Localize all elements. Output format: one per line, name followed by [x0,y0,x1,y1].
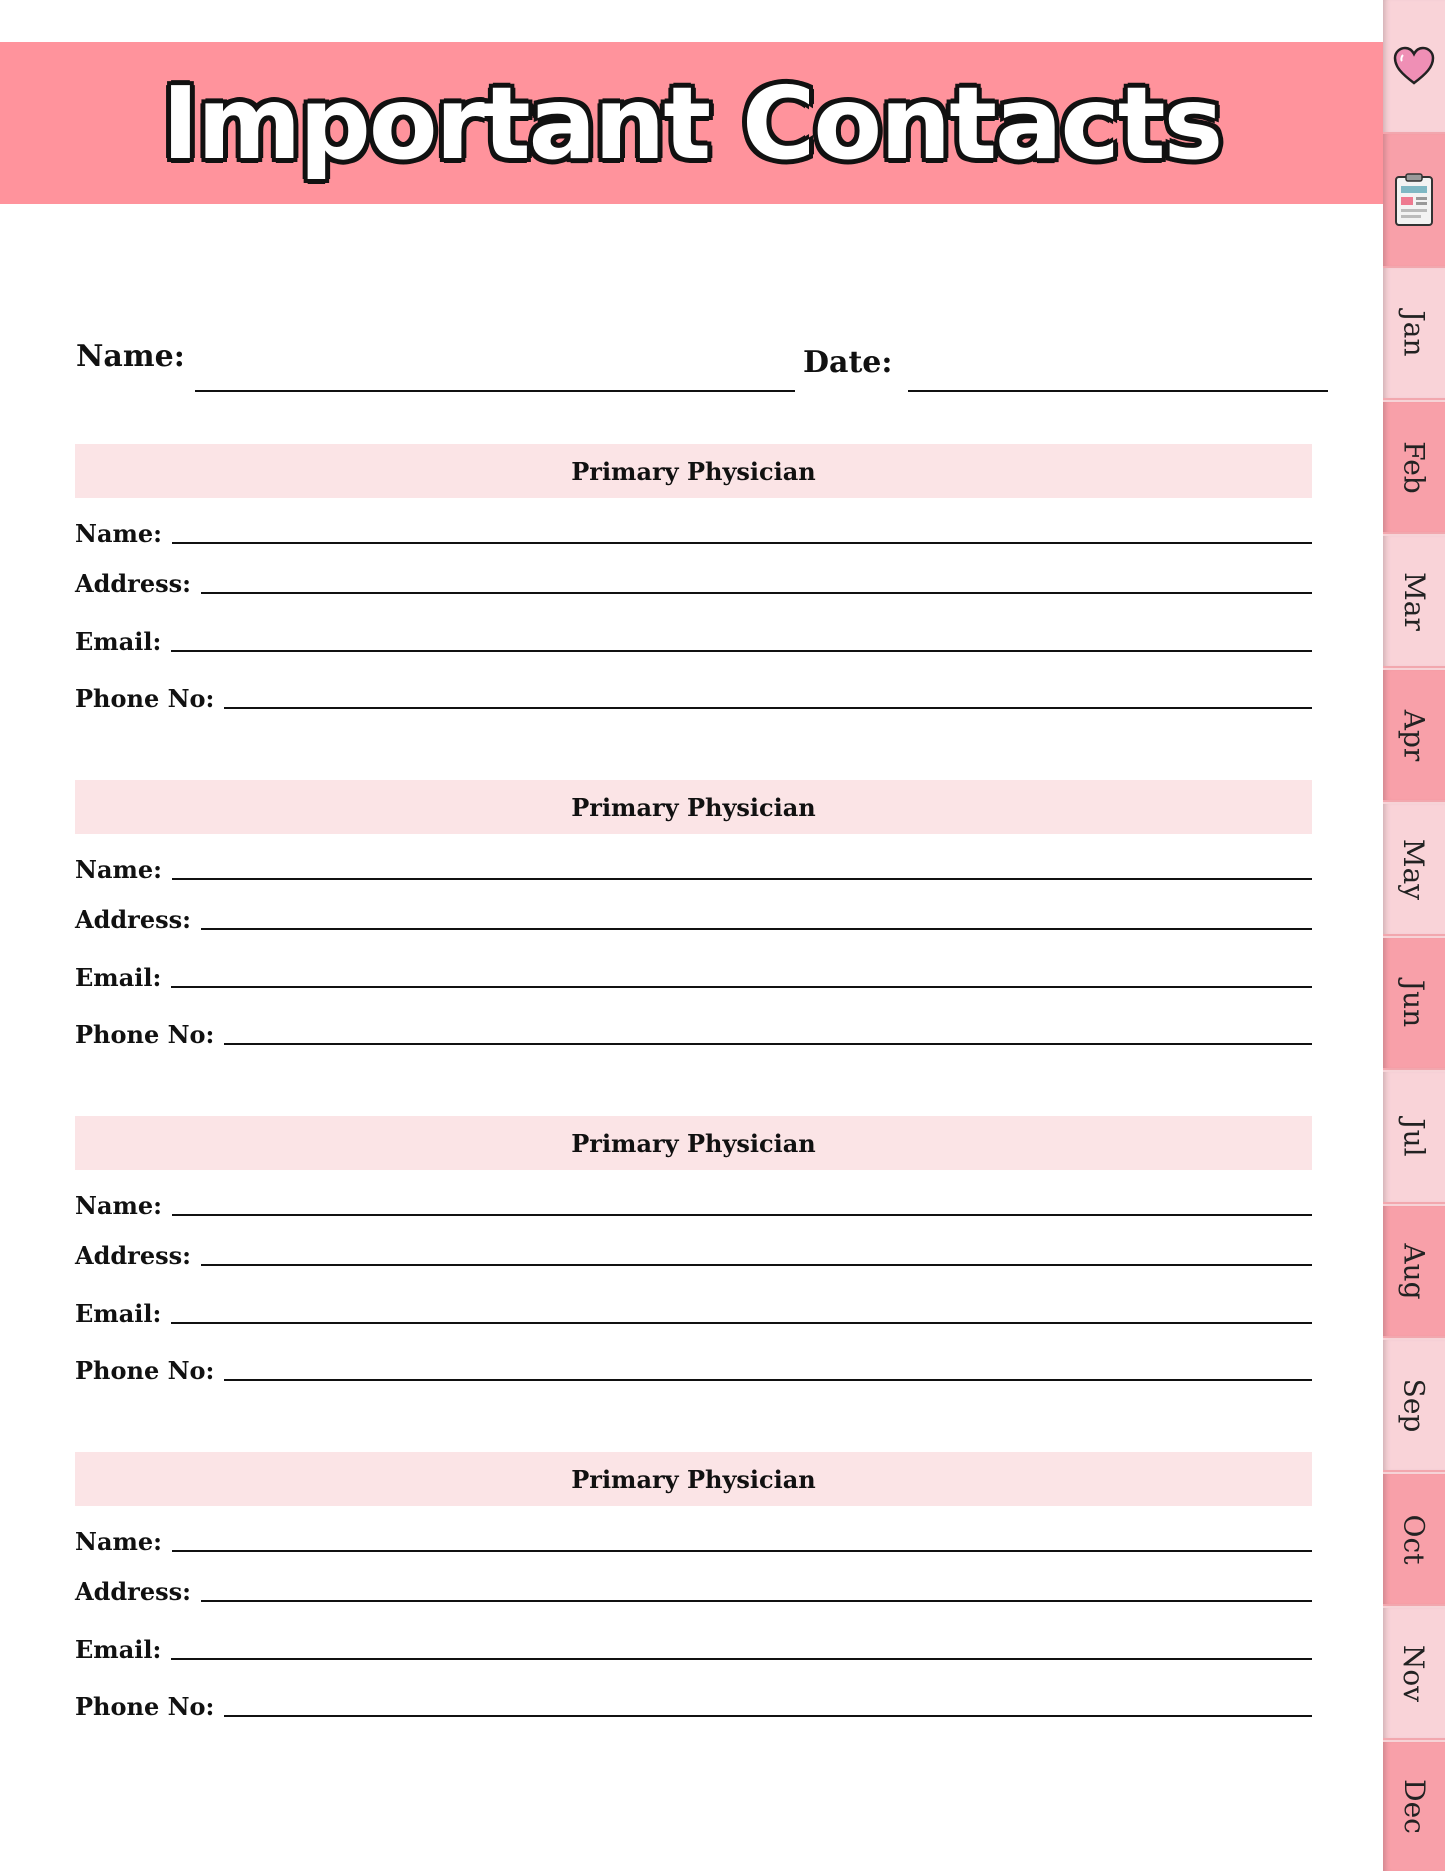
name-row[interactable] [75,1528,1312,1556]
section-header: Primary Physician [75,444,1312,498]
tab-jun[interactable] [1383,938,1445,1070]
name-row[interactable] [75,856,1312,884]
field-label: Phone No: [75,1020,215,1049]
name-row[interactable] [75,1192,1312,1220]
phone-row[interactable] [75,685,1312,713]
section-header: Primary Physician [75,780,1312,834]
tab-nov[interactable] [1383,1608,1445,1740]
tab-apr[interactable] [1383,670,1445,802]
contact-section-1 [75,444,1312,713]
heart-icon [1392,46,1436,86]
top-name-label: Name: [76,339,185,374]
field-label: Address: [75,569,191,598]
field-line[interactable] [172,542,1312,544]
contact-section-4 [75,1452,1312,1721]
tab-label: Nov [1397,1644,1431,1702]
field-label: Phone No: [75,684,215,713]
side-tab-bar [1383,0,1445,1871]
tab-may[interactable] [1383,804,1445,936]
field-label: Name: [75,519,163,548]
phone-row[interactable] [75,1021,1312,1049]
field-line[interactable] [171,650,1312,652]
phone-row[interactable] [75,1357,1312,1385]
address-row[interactable] [75,1578,1312,1606]
email-row[interactable] [75,1636,1312,1664]
field-label: Email: [75,627,162,656]
field-label: Name: [75,855,163,884]
field-line[interactable] [224,1379,1312,1381]
address-row[interactable] [75,570,1312,598]
tab-label: Mar [1397,571,1431,631]
field-line[interactable] [201,1264,1312,1266]
tab-sep[interactable] [1383,1340,1445,1472]
field-line[interactable] [224,1715,1312,1717]
email-row[interactable] [75,628,1312,656]
tab-label: Apr [1397,709,1431,761]
tab-oct[interactable] [1383,1474,1445,1606]
tab-label: May [1397,838,1431,900]
field-label: Email: [75,963,162,992]
tab-heart[interactable] [1383,0,1445,134]
field-line[interactable] [172,1214,1312,1216]
field-label: Address: [75,1577,191,1606]
tab-label: Sep [1397,1378,1431,1432]
tab-label: Jun [1397,979,1431,1027]
top-date-line[interactable] [908,389,1328,392]
field-label: Phone No: [75,1692,215,1721]
field-line[interactable] [224,707,1312,709]
field-line[interactable] [224,1043,1312,1045]
field-line[interactable] [201,592,1312,594]
top-name-line[interactable] [195,389,795,392]
page-title: Important Contacts [161,64,1222,182]
section-header: Primary Physician [75,1452,1312,1506]
contact-section-2 [75,780,1312,1049]
tab-jan[interactable] [1383,268,1445,400]
tab-feb[interactable] [1383,402,1445,534]
field-label: Name: [75,1191,163,1220]
field-line[interactable] [171,986,1312,988]
field-line[interactable] [172,1550,1312,1552]
tab-label: Jul [1397,1117,1431,1157]
clipboard-icon [1393,172,1435,228]
field-label: Email: [75,1635,162,1664]
tab-dec[interactable] [1383,1742,1445,1871]
field-label: Address: [75,1241,191,1270]
phone-row[interactable] [75,1693,1312,1721]
email-row[interactable] [75,964,1312,992]
field-line[interactable] [172,878,1312,880]
tab-mar[interactable] [1383,536,1445,668]
contact-section-3 [75,1116,1312,1385]
address-row[interactable] [75,1242,1312,1270]
field-label: Address: [75,905,191,934]
field-label: Email: [75,1299,162,1328]
tab-label: Oct [1397,1514,1431,1564]
tab-label: Dec [1397,1779,1431,1834]
field-line[interactable] [171,1322,1312,1324]
tab-aug[interactable] [1383,1206,1445,1338]
address-row[interactable] [75,906,1312,934]
tab-label: Jan [1397,310,1431,356]
tab-label: Aug [1397,1242,1431,1300]
top-date-field [803,346,1328,380]
tab-clipboard[interactable] [1383,134,1445,268]
section-header: Primary Physician [75,1116,1312,1170]
top-name-field [76,340,795,374]
field-line[interactable] [201,1600,1312,1602]
tab-jul[interactable] [1383,1072,1445,1204]
email-row[interactable] [75,1300,1312,1328]
field-label: Phone No: [75,1356,215,1385]
field-line[interactable] [171,1658,1312,1660]
field-line[interactable] [201,928,1312,930]
tab-label: Feb [1397,440,1431,494]
top-date-label: Date: [803,345,893,380]
name-row[interactable] [75,520,1312,548]
field-label: Name: [75,1527,163,1556]
